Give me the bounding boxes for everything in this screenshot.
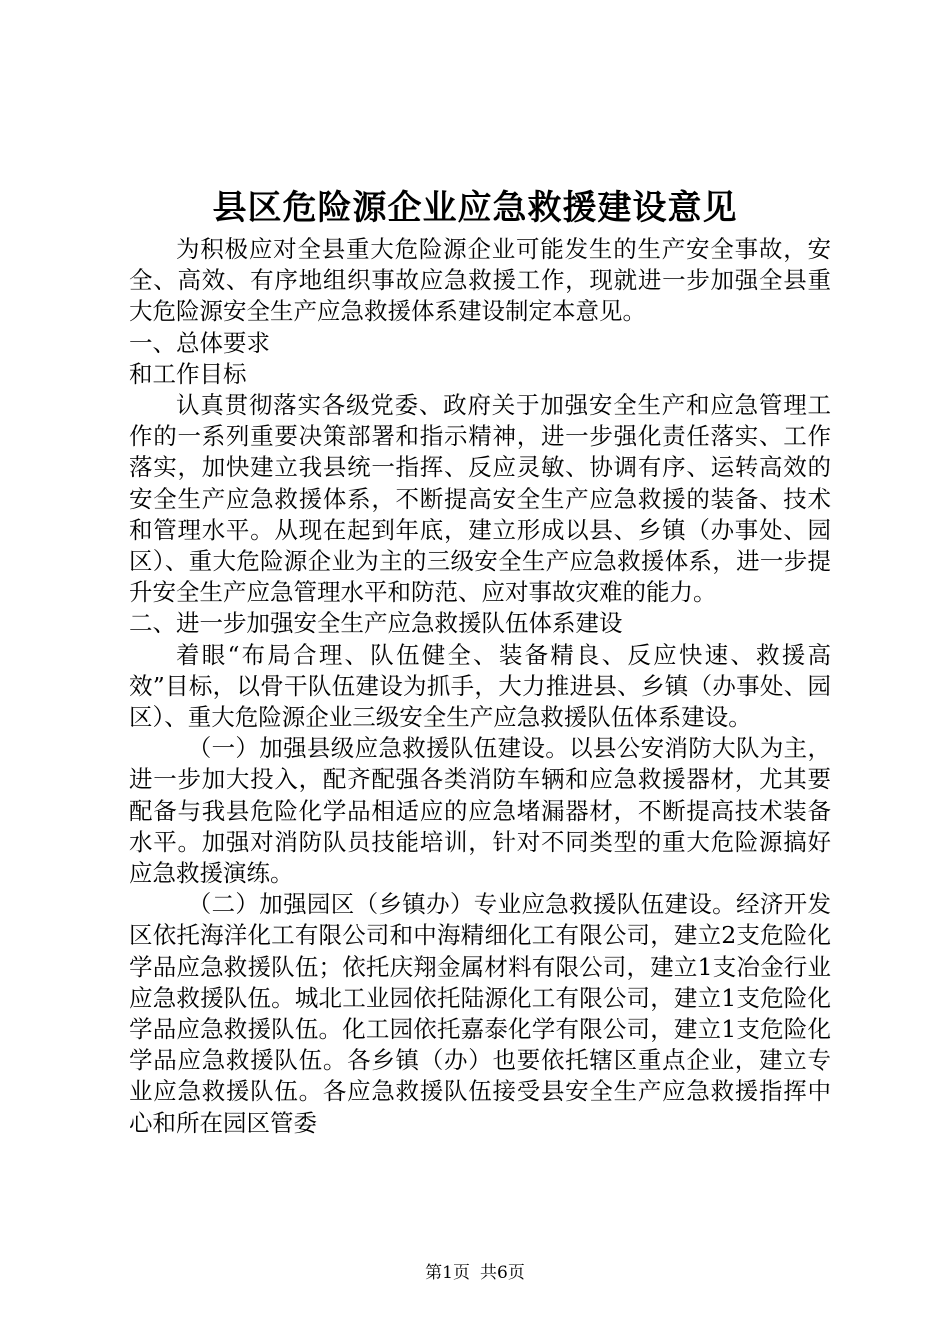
section-heading-1: 一、总体要求 — [129, 328, 270, 357]
paragraph-goals: 认真贯彻落实各级党委、政府关于加强安全生产和应急管理工作的一系列重要决策部署和指示精神，进一步强化责任落实、工作落实，加快建立我县统一指挥、反应灵敏、协调有序、运转高效的安全生产应急救援体系，不断提高安全生产应急救援的装备、技术和管理水平。从现在起到年底，建立形成以县、乡镇（办事处、园区）、重大危险源企业为主的三级安全生产应急救援体系，进一步提升安全生产应急管理水平和防范、应对事故灾难的能力。 — [129, 391, 831, 607]
paragraph-intro: 为积极应对全县重大危险源企业可能发生的生产安全事故，安全、高效、有序地组织事故应急救援工作，现就进一步加强全县重大危险源安全生产应急救援体系建设制定本意见。 — [129, 235, 831, 326]
paragraph-county-team: （一）加强县级应急救援队伍建设。以县公安消防大队为主，进一步加大投入，配齐配强各类消防车辆和应急救援器材，尤其要配备与我县危险化学品相适应的应急堵漏器材，不断提高技术装备水平。加强对消防队员技能培训，针对不同类型的重大危险源搞好应急救援演练。 — [129, 734, 831, 888]
page-total: 共6页 — [480, 1263, 525, 1283]
page-number: 第1页 — [425, 1263, 470, 1283]
section-heading-1-continued: 和工作目标 — [129, 359, 247, 388]
document-title: 县区危险源企业应急救援建设意见 — [212, 188, 738, 228]
document-body — [129, 234, 831, 1139]
paragraph-park-team: （二）加强园区（乡镇办）专业应急救援队伍建设。经济开发区依托海洋化工有限公司和中海精细化工有限公司，建立2支危险化学品应急救援队伍；依托庆翔金属材料有限公司，建立1支冶金行业应急救援队伍。城北工业园依托陆源化工有限公司，建立1支危险化学品应急救援队伍。化工园依托嘉泰化学有限公司，建立1支危险化学品应急救援队伍。各乡镇（办）也要依托辖区重点企业，建立专业应急救援队伍。各应急救援队伍接受县安全生产应急救援指挥中心和所在园区管委 — [129, 890, 831, 1137]
page-footer — [0, 1262, 950, 1284]
section-heading-2: 二、进一步加强安全生产应急救援队伍体系建设 — [129, 609, 623, 638]
paragraph-team-goals: 着眼“布局合理、队伍健全、装备精良、反应快速、救援高效”目标，以骨干队伍建设为抓手，大力推进县、乡镇（办事处、园区）、重大危险源企业三级安全生产应急救援队伍体系建设。 — [129, 640, 831, 732]
